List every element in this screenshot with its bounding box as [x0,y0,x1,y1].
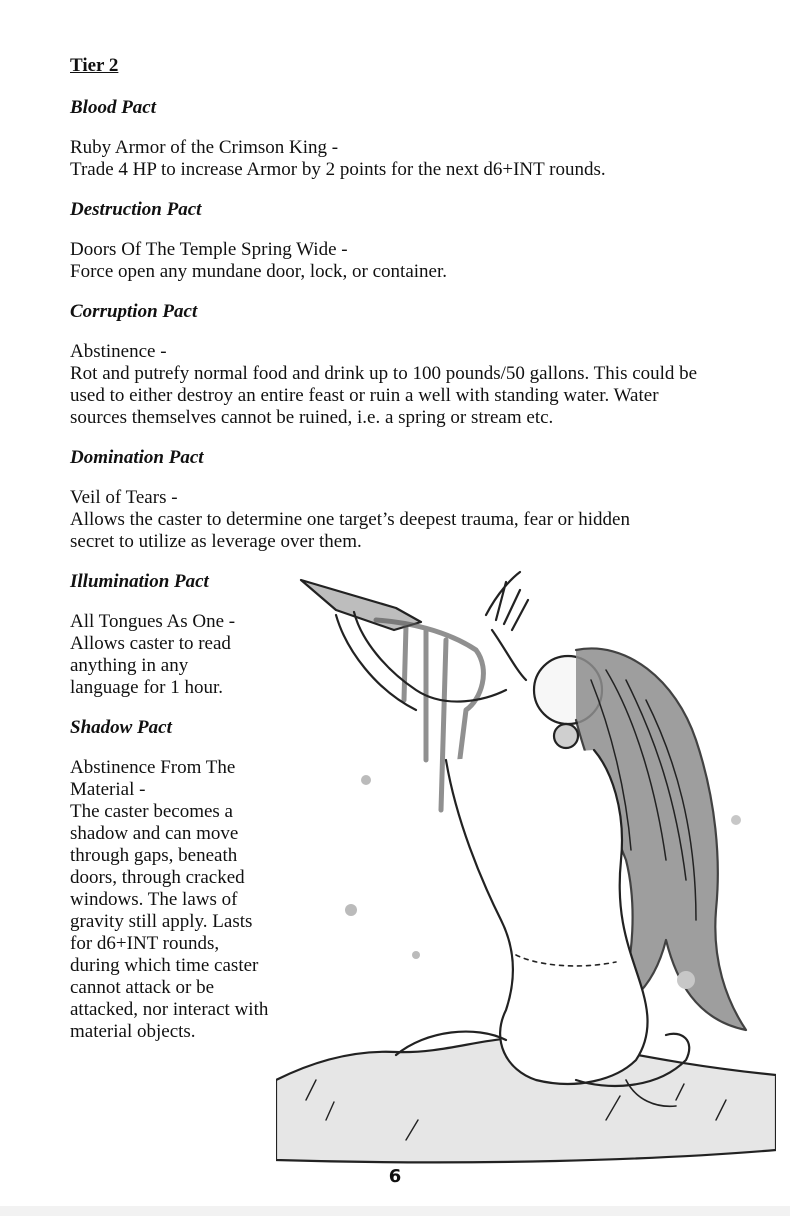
spell-description: Trade 4 HP to increase Armor by 2 points for the next d6+INT rounds. [70,159,606,180]
pact-heading: Blood Pact [70,97,157,118]
spell-description: Rot and putrefy normal food and drink up to 100 pounds/50 gallons. This could be used to either destroy an entire feast or ruin a well with standing water. Water sources themselves cannot be ruined, i.e. a spring or stream etc. [70,363,698,428]
pact-heading: Destruction Pact [70,199,202,220]
spell-name: Doors Of The Temple Spring Wide - [70,239,348,260]
pact-heading: Illumination Pact [70,571,209,592]
spell-description: Allows the caster to determine one target’s deepest trauma, fear or hidden secret to utilize as leverage over them. [70,509,630,552]
spell-name: All Tongues As One - [70,611,236,632]
corruption-pact-section [70,301,720,429]
spell-name: Abstinence From The Material - [70,757,236,800]
spell-description: Force open any mundane door, lock, or container. [70,261,448,282]
tier-heading: Tier 2 [70,55,119,76]
ink-illustration-kneeling-woman [276,560,776,1166]
spell-name: Ruby Armor of the Crimson King - [70,137,339,158]
destruction-pact-section [70,199,720,283]
spell-name: Veil of Tears - [70,487,178,508]
pact-heading: Domination Pact [70,447,204,468]
page-number: 6 [388,1166,402,1187]
pact-heading: Shadow Pact [70,717,172,738]
spell-name: Abstinence - [70,341,167,362]
domination-pact-section [70,447,720,553]
blood-pact-section [70,97,720,181]
spell-description: Allows caster to read anything in any language for 1 hour. [70,633,231,698]
spell-description: The caster becomes a shadow and can move through gaps, beneath doors, through cracked windows. The laws of gravity still apply. Lasts for d6+INT rounds, during which time caster cannot attack or be attacked, nor interact with material objects. [70,801,269,1042]
pact-heading: Corruption Pact [70,301,198,322]
